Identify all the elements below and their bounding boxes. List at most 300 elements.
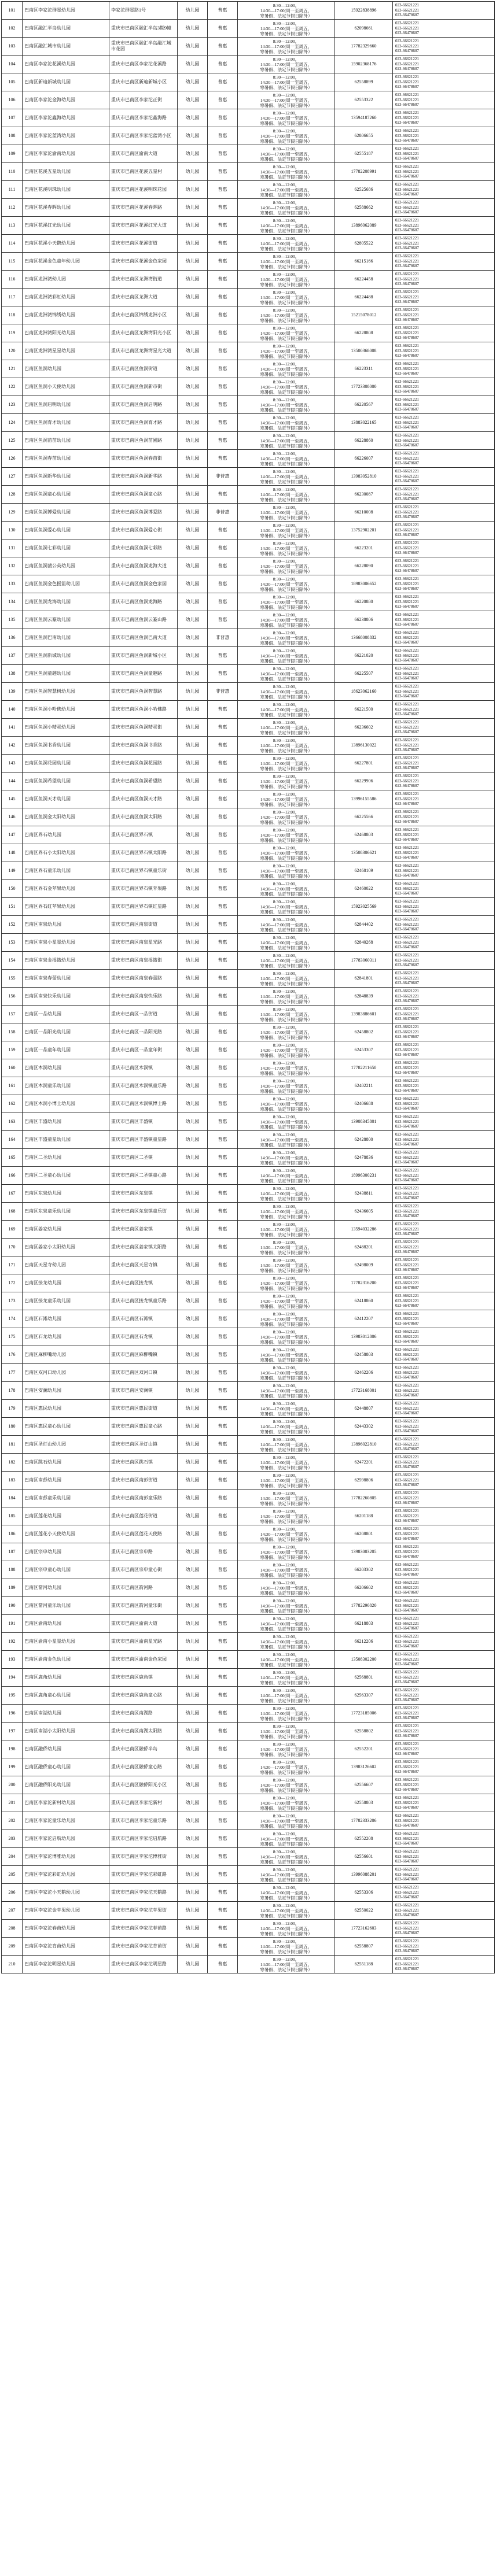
kindergarten-address: 重庆市巴南区渝南金色家园 xyxy=(109,1651,178,1669)
office-hours-line: 8:30—12:00， xyxy=(273,737,300,743)
supervisor-contact xyxy=(393,73,495,91)
supervisor-phone-line: 023-66478607 xyxy=(395,1321,419,1326)
office-hours-line: 8:30—12:00， xyxy=(273,1705,300,1711)
office-hours-line: 寒暑假、法定节假日除外） xyxy=(260,1895,312,1901)
office-hours xyxy=(238,1669,335,1687)
kindergarten-address: 重庆市巴南区南泉星光路 xyxy=(109,934,178,952)
kindergarten-address: 重庆市巴南区渝南大道 xyxy=(109,145,178,163)
kindergarten-category: 幼儿园 xyxy=(178,1203,208,1221)
kindergarten-category: 幼儿园 xyxy=(178,934,208,952)
kindergarten-category: 幼儿园 xyxy=(178,737,208,755)
kindergarten-category: 幼儿园 xyxy=(178,109,208,127)
supervisor-phone-line: 023-66478607 xyxy=(395,999,419,1004)
office-hours-line: 8:30—12:00， xyxy=(273,576,300,582)
supervisor-phone-line: 023-66478607 xyxy=(395,1465,419,1470)
kindergarten-name: 巴南区鱼洞希望幼儿园 xyxy=(23,773,109,790)
office-hours-line: 8:30—12:00， xyxy=(273,1956,300,1962)
table-row xyxy=(2,1185,495,1203)
kindergarten-address: 重庆市巴南区鱼洞精灵街 xyxy=(109,719,178,737)
kindergarten-category: 幼儿园 xyxy=(178,1848,208,1866)
supervisor-phone-line: 023-66621221 xyxy=(395,1675,419,1680)
office-hours-line: 14:30—17:00(周一至周五， xyxy=(260,1961,312,1967)
supervisor-phone-line: 023-66621221 xyxy=(395,581,419,586)
kindergarten-nature: 普惠 xyxy=(208,1687,238,1705)
supervisor-phone-line: 023-66478607 xyxy=(395,1805,419,1810)
office-hours xyxy=(238,1543,335,1561)
supervisor-contact xyxy=(393,1830,495,1848)
kindergarten-category: 幼儿园 xyxy=(178,1561,208,1579)
kindergarten-name: 巴南区惠民幼儿园 xyxy=(23,1400,109,1418)
kindergarten-address: 重庆市巴南区鱼洞童心路 xyxy=(109,486,178,504)
office-hours xyxy=(238,1077,335,1095)
office-hours-line: 14:30—17:00(周一至周五， xyxy=(260,1477,312,1483)
office-hours-line: 寒暑假、法定节假日除外） xyxy=(260,837,312,843)
kindergarten-category: 幼儿园 xyxy=(178,1543,208,1561)
kindergarten-phone: 66228860 xyxy=(335,432,393,450)
kindergarten-nature: 普惠 xyxy=(208,1830,238,1848)
row-number: 173 xyxy=(2,1292,23,1310)
office-hours xyxy=(238,2,335,20)
supervisor-contact xyxy=(393,683,495,701)
kindergarten-phone: 62488201 xyxy=(335,1239,393,1256)
office-hours xyxy=(238,360,335,378)
office-hours xyxy=(238,1167,335,1185)
kindergarten-category: 幼儿园 xyxy=(178,1490,208,1507)
supervisor-contact xyxy=(393,1615,495,1633)
kindergarten-phone: 17782208991 xyxy=(335,163,393,181)
kindergarten-name: 巴南区二圣幼儿园 xyxy=(23,1149,109,1167)
office-hours-line: 14:30—17:00(周一至周五， xyxy=(260,1226,312,1232)
office-hours-line: 寒暑假、法定节假日除外） xyxy=(260,694,312,700)
kindergarten-category: 幼儿园 xyxy=(178,557,208,575)
office-hours-line: 14:30—17:00(周一至周五， xyxy=(260,1495,312,1501)
kindergarten-name: 巴南区接龙幼儿园 xyxy=(23,1274,109,1292)
supervisor-phone-line: 023-66478607 xyxy=(395,425,419,430)
office-hours xyxy=(238,396,335,414)
kindergarten-name: 巴南区东泉幼儿园 xyxy=(23,1185,109,1203)
office-hours-line: 寒暑假、法定节假日除外） xyxy=(260,891,312,897)
office-hours-line: 寒暑假、法定节假日除外） xyxy=(260,1267,312,1273)
office-hours-line: 寒暑假、法定节假日除外） xyxy=(260,568,312,574)
supervisor-phone-line: 023-66621221 xyxy=(395,474,419,479)
supervisor-phone-line: 023-66478607 xyxy=(395,1644,419,1649)
row-number: 203 xyxy=(2,1830,23,1848)
kindergarten-phone: 62468109 xyxy=(335,862,393,880)
row-number: 185 xyxy=(2,1507,23,1525)
supervisor-phone-line: 023-66621221 xyxy=(395,348,419,353)
office-hours-line: 14:30—17:00(周一至周五， xyxy=(260,1119,312,1125)
supervisor-phone-line: 023-66621221 xyxy=(395,917,419,922)
row-number: 107 xyxy=(2,109,23,127)
supervisor-phone-line: 023-66478607 xyxy=(395,1823,419,1828)
kindergarten-category: 幼儿园 xyxy=(178,56,208,73)
office-hours-line: 寒暑假、法定节假日除外） xyxy=(260,1500,312,1506)
supervisor-phone-line: 023-66478607 xyxy=(395,1160,419,1165)
supervisor-phone-line: 023-66621221 xyxy=(395,57,419,62)
kindergarten-name: 巴南区龙洲湾彩虹幼儿园 xyxy=(23,289,109,306)
supervisor-phone-line: 023-66621221 xyxy=(395,1029,419,1034)
kindergarten-phone: 66220880 xyxy=(335,593,393,611)
supervisor-contact xyxy=(393,1274,495,1292)
kindergarten-address: 重庆市巴南区李家沱明星路 xyxy=(109,1956,178,1973)
kindergarten-nature: 普惠 xyxy=(208,38,238,56)
supervisor-phone-line: 023-66621221 xyxy=(395,707,419,712)
table-row xyxy=(2,199,495,217)
office-hours-line: 寒暑假、法定节假日除外） xyxy=(260,1106,312,1112)
kindergarten-phone: 62460022 xyxy=(335,880,393,898)
office-hours-line: 寒暑假、法定节假日除外） xyxy=(260,783,312,789)
supervisor-phone-line: 023-66621221 xyxy=(395,1186,419,1191)
kindergarten-name: 巴南区花溪红光幼儿园 xyxy=(23,217,109,235)
kindergarten-nature: 普惠 xyxy=(208,988,238,1006)
supervisor-phone-line: 023-66478607 xyxy=(395,407,419,412)
office-hours xyxy=(238,217,335,235)
office-hours-line: 寒暑假、法定节假日除外） xyxy=(260,1447,312,1453)
office-hours-line: 寒暑假、法定节假日除外） xyxy=(260,1805,312,1811)
office-hours-line: 14:30—17:00(周一至周五， xyxy=(260,689,312,694)
office-hours-line: 14:30—17:00(周一至周五， xyxy=(260,814,312,820)
office-hours-line: 寒暑假、法定节假日除外） xyxy=(260,120,312,126)
office-hours-line: 14:30—17:00(周一至周五， xyxy=(260,61,312,67)
office-hours-line: 14:30—17:00(周一至周五， xyxy=(260,975,312,981)
supervisor-contact xyxy=(393,1346,495,1364)
kindergarten-address: 重庆市巴南区天星寺镇 xyxy=(109,1256,178,1274)
supervisor-phone-line: 023-66621221 xyxy=(395,8,419,13)
office-hours xyxy=(238,1418,335,1436)
row-number: 146 xyxy=(2,808,23,826)
supervisor-phone-line: 023-66621221 xyxy=(395,205,419,210)
kindergarten-phone: 13668008832 xyxy=(335,629,393,647)
supervisor-phone-line: 023-66621221 xyxy=(395,330,419,335)
office-hours-line: 寒暑假、法定节假日除外） xyxy=(260,819,312,825)
office-hours-line: 寒暑假、法定节假日除外） xyxy=(260,1626,312,1632)
kindergarten-category: 幼儿园 xyxy=(178,1920,208,1938)
office-hours-line: 14:30—17:00(周一至周五， xyxy=(260,671,312,677)
supervisor-contact xyxy=(393,1221,495,1239)
kindergarten-category: 幼儿园 xyxy=(178,1006,208,1023)
kindergarten-nature: 普惠 xyxy=(208,91,238,109)
supervisor-phone-line: 023-66478607 xyxy=(395,1214,419,1219)
row-number: 179 xyxy=(2,1400,23,1418)
supervisor-phone-line: 023-66621221 xyxy=(395,1204,419,1209)
kindergarten-name: 巴南区渝南小星星幼儿园 xyxy=(23,1633,109,1651)
office-hours-line: 寒暑假、法定节假日除外） xyxy=(260,264,312,269)
kindergarten-address: 重庆市巴南区花溪明珠花园 xyxy=(109,181,178,199)
table-row xyxy=(2,916,495,934)
kindergarten-nature: 普惠 xyxy=(208,253,238,271)
office-hours-line: 寒暑假、法定节假日除外） xyxy=(260,604,312,610)
kindergarten-address: 重庆市巴南区李家沱博雅街 xyxy=(109,1848,178,1866)
office-hours-line: 寒暑假、法定节假日除外） xyxy=(260,443,312,449)
supervisor-phone-line: 023-66478607 xyxy=(395,210,419,215)
kindergarten-category: 幼儿园 xyxy=(178,145,208,163)
supervisor-phone-line: 023-66621221 xyxy=(395,1150,419,1155)
kindergarten-nature: 普惠 xyxy=(208,665,238,683)
kindergarten-address: 重庆市巴南区李家沱彩虹路 xyxy=(109,1866,178,1884)
kindergarten-name: 巴南区花溪明珠幼儿园 xyxy=(23,181,109,199)
supervisor-phone-line: 023-66478607 xyxy=(395,49,419,54)
kindergarten-nature: 普惠 xyxy=(208,1023,238,1041)
office-hours-line: 寒暑假、法定节假日除外） xyxy=(260,353,312,359)
kindergarten-nature: 普惠 xyxy=(208,1615,238,1633)
office-hours-line: 8:30—12:00， xyxy=(273,1096,300,1102)
kindergarten-name: 巴南区鱼洞春苗幼儿园 xyxy=(23,450,109,468)
office-hours-line: 8:30—12:00， xyxy=(273,1777,300,1783)
office-hours-line: 14:30—17:00(周一至周五， xyxy=(260,1675,312,1680)
supervisor-contact xyxy=(393,952,495,970)
row-number: 205 xyxy=(2,1866,23,1884)
supervisor-phone-line: 023-66478607 xyxy=(395,1662,419,1667)
office-hours-line: 8:30—12:00， xyxy=(273,1633,300,1639)
table-row xyxy=(2,235,495,253)
supervisor-phone-line: 023-66478607 xyxy=(395,1949,419,1954)
office-hours-line: 寒暑假、法定节假日除外） xyxy=(260,873,312,879)
supervisor-contact xyxy=(393,109,495,127)
office-hours-line: 14:30—17:00(周一至周五， xyxy=(260,635,312,641)
office-hours-line: 寒暑假、法定节假日除外） xyxy=(260,1465,312,1470)
office-hours xyxy=(238,1723,335,1740)
table-row xyxy=(2,1006,495,1023)
office-hours-line: 8:30—12:00， xyxy=(273,1472,300,1478)
table-row xyxy=(2,629,495,647)
table-row xyxy=(2,988,495,1006)
office-hours xyxy=(238,253,335,271)
office-hours-line: 14:30—17:00(周一至周五， xyxy=(260,276,312,282)
supervisor-phone-line: 023-66621221 xyxy=(395,1903,419,1908)
supervisor-phone-line: 023-66621221 xyxy=(395,904,419,909)
supervisor-phone-line: 023-66621221 xyxy=(395,814,419,819)
supervisor-phone-line: 023-66478607 xyxy=(395,1895,419,1900)
office-hours xyxy=(238,1687,335,1705)
kindergarten-phone: 62556601 xyxy=(335,1848,393,1866)
supervisor-phone-line: 023-66478607 xyxy=(395,317,419,323)
kindergarten-category: 幼儿园 xyxy=(178,1382,208,1400)
supervisor-contact xyxy=(393,1956,495,1973)
office-hours-line: 8:30—12:00， xyxy=(273,701,300,707)
supervisor-phone-line: 023-66621221 xyxy=(395,1742,419,1747)
table-row xyxy=(2,1687,495,1705)
table-row xyxy=(2,1597,495,1615)
kindergarten-category: 幼儿园 xyxy=(178,808,208,826)
supervisor-phone-line: 023-66478607 xyxy=(395,819,419,825)
kindergarten-address: 重庆市巴南区石滩镇 xyxy=(109,1310,178,1328)
row-number: 138 xyxy=(2,665,23,683)
kindergarten-category: 幼儿园 xyxy=(178,432,208,450)
row-number: 115 xyxy=(2,253,23,271)
office-hours xyxy=(238,1364,335,1382)
row-number: 151 xyxy=(2,898,23,916)
kindergarten-phone: 62458802 xyxy=(335,1023,393,1041)
supervisor-phone-line: 023-66478607 xyxy=(395,120,419,125)
kindergarten-category: 幼儿园 xyxy=(178,1884,208,1902)
kindergarten-address: 重庆市巴南区接龙镇 xyxy=(109,1274,178,1292)
office-hours-line: 14:30—17:00(周一至周五， xyxy=(260,1943,312,1949)
supervisor-phone-line: 023-66621221 xyxy=(395,182,419,187)
kindergarten-address: 重庆市巴南区鱼洞街道 xyxy=(109,360,178,378)
supervisor-phone-line: 023-66621221 xyxy=(395,1957,419,1962)
table-row xyxy=(2,790,495,808)
office-hours-line: 8:30—12:00， xyxy=(273,146,300,151)
supervisor-phone-line: 023-66478607 xyxy=(395,353,419,359)
supervisor-phone-line: 023-66478607 xyxy=(395,264,419,269)
office-hours-line: 14:30—17:00(周一至周五， xyxy=(260,904,312,910)
supervisor-contact xyxy=(393,1812,495,1830)
kindergarten-category: 幼儿园 xyxy=(178,1077,208,1095)
supervisor-contact xyxy=(393,1113,495,1131)
office-hours-line: 14:30—17:00(周一至周五， xyxy=(260,509,312,515)
office-hours xyxy=(238,1956,335,1973)
kindergarten-phone: 66236602 xyxy=(335,719,393,737)
kindergarten-address: 重庆市巴南区鹿角童心路 xyxy=(109,1687,178,1705)
kindergarten-category: 幼儿园 xyxy=(178,916,208,934)
supervisor-contact xyxy=(393,755,495,773)
row-number: 183 xyxy=(2,1472,23,1490)
supervisor-phone-line: 023-66621221 xyxy=(395,576,419,582)
kindergarten-nature: 普惠 xyxy=(208,306,238,324)
supervisor-phone-line: 023-66621221 xyxy=(395,1491,419,1496)
kindergarten-name: 巴南区一品阳光幼儿园 xyxy=(23,1023,109,1041)
kindergarten-phone: 13594032286 xyxy=(335,1221,393,1239)
supervisor-phone-line: 023-66478607 xyxy=(395,138,419,143)
office-hours-line: 8:30—12:00， xyxy=(273,1257,300,1263)
kindergarten-nature: 普惠 xyxy=(208,1507,238,1525)
kindergarten-phone: 13908345801 xyxy=(335,1113,393,1131)
kindergarten-nature: 普惠 xyxy=(208,898,238,916)
kindergarten-address: 重庆市巴南区鱼洞小哈佛路 xyxy=(109,701,178,719)
kindergarten-phone: 62806655 xyxy=(335,127,393,145)
table-row xyxy=(2,20,495,38)
supervisor-phone-line: 023-66621221 xyxy=(395,1562,419,1568)
kindergarten-phone: 66220567 xyxy=(335,396,393,414)
kindergarten-category: 幼儿园 xyxy=(178,1669,208,1687)
office-hours-line: 8:30—12:00， xyxy=(273,1508,300,1514)
table-row xyxy=(2,647,495,665)
kindergarten-address: 重庆市巴南区鱼洞爱心街 xyxy=(109,522,178,539)
supervisor-phone-line: 023-66478607 xyxy=(395,1626,419,1631)
office-hours-line: 14:30—17:00(周一至周五， xyxy=(260,725,312,730)
office-hours-line: 14:30—17:00(周一至周五， xyxy=(260,205,312,210)
table-row xyxy=(2,253,495,271)
kindergarten-phone: 62598806 xyxy=(335,1472,393,1490)
kindergarten-address: 重庆市巴南区木洞镇童乐路 xyxy=(109,1077,178,1095)
kindergarten-category: 幼儿园 xyxy=(178,1023,208,1041)
office-hours xyxy=(238,504,335,522)
table-row xyxy=(2,1938,495,1956)
supervisor-phone-line: 023-66621221 xyxy=(395,778,419,783)
kindergarten-phone: 66225507 xyxy=(335,665,393,683)
kindergarten-nature: 普惠 xyxy=(208,1203,238,1221)
kindergarten-category: 幼儿园 xyxy=(178,629,208,647)
office-hours-line: 寒暑假、法定节假日除外） xyxy=(260,1554,312,1560)
office-hours-line: 14:30—17:00(周一至周五， xyxy=(260,223,312,228)
office-hours xyxy=(238,988,335,1006)
table-row xyxy=(2,1059,495,1077)
supervisor-phone-line: 023-66478607 xyxy=(395,1787,419,1793)
supervisor-phone-line: 023-66621221 xyxy=(395,689,419,694)
office-hours-line: 寒暑假、法定节假日除外） xyxy=(260,389,312,395)
office-hours xyxy=(238,1221,335,1239)
kindergarten-phone: 13983052810 xyxy=(335,468,393,486)
supervisor-phone-line: 023-66478607 xyxy=(395,676,419,681)
office-hours-line: 14:30—17:00(周一至周五， xyxy=(260,617,312,623)
office-hours xyxy=(238,1346,335,1364)
kindergarten-name: 巴南区新迪新城幼儿园 xyxy=(23,73,109,91)
table-row xyxy=(2,1543,495,1561)
row-number: 172 xyxy=(2,1274,23,1292)
kindergarten-name: 巴南区龙洲湾锦绣幼儿园 xyxy=(23,306,109,324)
kindergarten-category: 幼儿园 xyxy=(178,1472,208,1490)
row-number: 166 xyxy=(2,1167,23,1185)
supervisor-phone-line: 023-66621221 xyxy=(395,290,419,295)
office-hours-line: 14:30—17:00(周一至周五， xyxy=(260,474,312,479)
kindergarten-address: 重庆市巴南区丰盛镇 xyxy=(109,1113,178,1131)
kindergarten-address: 重庆市巴南区惠民街道 xyxy=(109,1400,178,1418)
supervisor-phone-line: 023-66621221 xyxy=(395,796,419,801)
office-hours xyxy=(238,1203,335,1221)
supervisor-phone-line: 023-66621221 xyxy=(395,1652,419,1657)
row-number: 184 xyxy=(2,1490,23,1507)
supervisor-phone-line: 023-66478607 xyxy=(395,1518,419,1524)
row-number: 210 xyxy=(2,1956,23,1973)
kindergarten-category: 幼儿园 xyxy=(178,1776,208,1794)
supervisor-phone-line: 023-66621221 xyxy=(395,43,419,49)
office-hours-line: 寒暑假、法定节假日除外） xyxy=(260,963,312,969)
supervisor-contact xyxy=(393,20,495,38)
office-hours-line: 寒暑假、法定节假日除外） xyxy=(260,1859,312,1865)
kindergarten-name: 巴南区鱼洞花园幼儿园 xyxy=(23,755,109,773)
table-row xyxy=(2,826,495,844)
row-number: 168 xyxy=(2,1203,23,1221)
kindergarten-name: 巴南区花溪金色童年幼儿园 xyxy=(23,253,109,271)
table-row xyxy=(2,1723,495,1740)
office-hours-line: 14:30—17:00(周一至周五， xyxy=(260,1925,312,1931)
office-hours-line: 8:30—12:00， xyxy=(273,1347,300,1352)
supervisor-contact xyxy=(393,1902,495,1920)
kindergarten-phone: 66212206 xyxy=(335,1633,393,1651)
kindergarten-phone: 66206602 xyxy=(335,1579,393,1597)
office-hours xyxy=(238,378,335,396)
row-number: 200 xyxy=(2,1776,23,1794)
kindergarten-nature: 普惠 xyxy=(208,1167,238,1185)
row-number: 155 xyxy=(2,970,23,988)
kindergarten-phone: 18996300231 xyxy=(335,1167,393,1185)
kindergarten-phone: 17723162603 xyxy=(335,1920,393,1938)
supervisor-contact xyxy=(393,970,495,988)
office-hours xyxy=(238,1651,335,1669)
kindergarten-name: 巴南区跳石幼儿园 xyxy=(23,1454,109,1472)
supervisor-phone-line: 023-66621221 xyxy=(395,1544,419,1550)
office-hours-line: 寒暑假、法定节假日除外） xyxy=(260,497,312,502)
row-number: 188 xyxy=(2,1561,23,1579)
office-hours-line: 8:30—12:00， xyxy=(273,1078,300,1084)
kindergarten-address: 重庆市巴南区融侨童心路 xyxy=(109,1758,178,1776)
kindergarten-category: 幼儿园 xyxy=(178,1167,208,1185)
kindergarten-phone: 62478836 xyxy=(335,1149,393,1167)
office-hours-line: 14:30—17:00(周一至周五， xyxy=(260,1191,312,1196)
supervisor-phone-line: 023-66478607 xyxy=(395,1554,419,1559)
kindergarten-name: 巴南区接龙童乐幼儿园 xyxy=(23,1292,109,1310)
kindergarten-name: 巴南区花溪春晖幼儿园 xyxy=(23,199,109,217)
supervisor-contact xyxy=(393,396,495,414)
kindergarten-nature: 普惠 xyxy=(208,1758,238,1776)
office-hours xyxy=(238,1149,335,1167)
kindergarten-address: 重庆市巴南区石龙镇 xyxy=(109,1328,178,1346)
supervisor-phone-line: 023-66621221 xyxy=(395,541,419,546)
office-hours-line: 8:30—12:00， xyxy=(273,934,300,940)
office-hours-line: 寒暑假、法定节假日除外） xyxy=(260,1357,312,1363)
office-hours-line: 14:30—17:00(周一至周五， xyxy=(260,420,312,426)
row-number: 119 xyxy=(2,324,23,342)
